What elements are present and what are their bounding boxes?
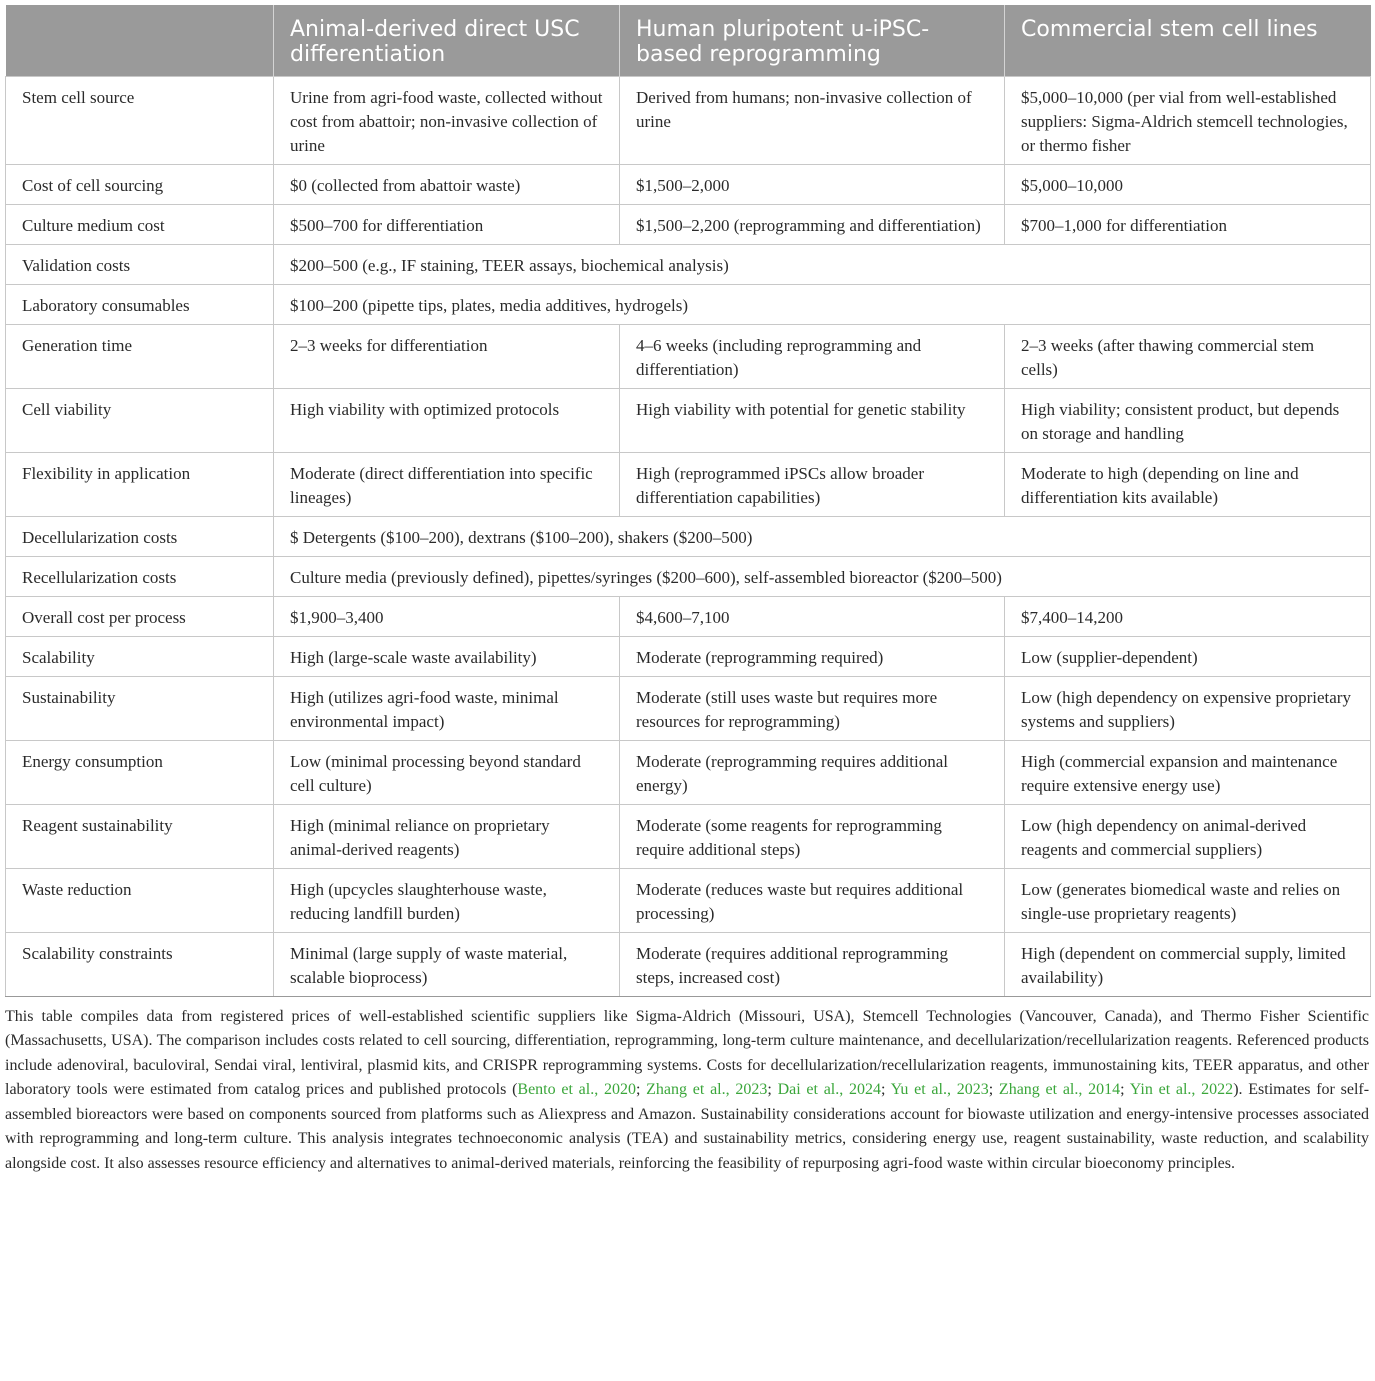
row-label: Validation costs xyxy=(6,244,274,284)
row-label: Recellularization costs xyxy=(6,556,274,596)
table-cell: Moderate (reduces waste but requires additional processing) xyxy=(620,868,1005,932)
row-label: Sustainability xyxy=(6,676,274,740)
table-cell: High (utilizes agri-food waste, minimal environmental impact) xyxy=(274,676,620,740)
table-cell: Moderate (still uses waste but requires more resources for reprogramming) xyxy=(620,676,1005,740)
table-row xyxy=(6,244,1371,284)
table-row xyxy=(6,204,1371,244)
table-cell: Low (generates biomedical waste and relies on single-use proprietary reagents) xyxy=(1005,868,1371,932)
table-cell: Derived from humans; non-invasive collection of urine xyxy=(620,76,1005,164)
table-cell: $500–700 for differentiation xyxy=(274,204,620,244)
table-cell: Moderate (requires additional reprogramming steps, increased cost) xyxy=(620,932,1005,996)
table-cell: $4,600–7,100 xyxy=(620,596,1005,636)
table-cell: 4–6 weeks (including reprogramming and differentiation) xyxy=(620,324,1005,388)
table-page xyxy=(5,5,1370,1192)
table-row xyxy=(6,676,1371,740)
table-row xyxy=(6,596,1371,636)
table-row xyxy=(6,452,1371,516)
table-row xyxy=(6,388,1371,452)
table-row xyxy=(6,76,1371,164)
row-label: Reagent sustainability xyxy=(6,804,274,868)
header-cell-human-ipsc: Human pluripotent u-iPSC-based reprogramming xyxy=(620,5,1005,76)
table-cell: Moderate (some reagents for reprogramming require additional steps) xyxy=(620,804,1005,868)
table-row xyxy=(6,868,1371,932)
table-cell: Moderate to high (depending on line and differentiation kits available) xyxy=(1005,452,1371,516)
table-cell: High viability with potential for genetic stability xyxy=(620,388,1005,452)
table-cell: Low (supplier-dependent) xyxy=(1005,636,1371,676)
row-label: Overall cost per process xyxy=(6,596,274,636)
merged-cell: $200–500 (e.g., IF staining, TEER assays, biochemical analysis) xyxy=(274,244,1371,284)
table-cell: Moderate (reprogramming required) xyxy=(620,636,1005,676)
row-label: Cost of cell sourcing xyxy=(6,164,274,204)
row-label: Culture medium cost xyxy=(6,204,274,244)
header-row xyxy=(6,5,1371,76)
row-label: Waste reduction xyxy=(6,868,274,932)
row-label: Flexibility in application xyxy=(6,452,274,516)
footnote-text-after: ). Estimates for self-assembled bioreactors were based on components sourced from platforms such as Aliexpress and Amazon. Sustainability considerations account for biowaste utilization and energy-intensive processes associated with reprogramming and long-term culture. This analysis integrates technoeconomic analysis (TEA) and sustainability metrics, considering energy use, reagent sustainability, waste reduction, and scalability alongside cost. It also assesses resource efficiency and alternatives to animal-derived materials, reinforcing the feasibility of repurposing agri-food waste within circular bioeconomy principles. xyxy=(5,1081,1370,1172)
reference-separator: ; xyxy=(988,1081,999,1098)
row-label: Scalability constraints xyxy=(6,932,274,996)
table-row xyxy=(6,804,1371,868)
merged-cell: $ Detergents ($100–200), dextrans ($100–200), shakers ($200–500) xyxy=(274,516,1371,556)
reference-separator: ; xyxy=(767,1081,778,1098)
table-row xyxy=(6,932,1371,996)
table-cell: 2–3 weeks for differentiation xyxy=(274,324,620,388)
table-row xyxy=(6,556,1371,596)
reference-link[interactable]: Zhang et al., 2014 xyxy=(998,1081,1121,1098)
table-body xyxy=(6,76,1371,996)
table-cell: $1,500–2,000 xyxy=(620,164,1005,204)
reference-link[interactable]: Yu et al., 2023 xyxy=(890,1081,989,1098)
reference-link[interactable]: Yin et al., 2022 xyxy=(1129,1081,1234,1098)
row-label: Energy consumption xyxy=(6,740,274,804)
table-cell: Moderate (direct differentiation into specific lineages) xyxy=(274,452,620,516)
table-row xyxy=(6,284,1371,324)
reference-separator: ; xyxy=(1120,1081,1130,1098)
table-cell: High viability; consistent product, but depends on storage and handling xyxy=(1005,388,1371,452)
reference-separator: ; xyxy=(881,1081,891,1098)
table-cell: Urine from agri-food waste, collected without cost from abattoir; non-invasive collection of urine xyxy=(274,76,620,164)
row-label: Decellularization costs xyxy=(6,516,274,556)
table-cell: Moderate (reprogramming requires additional energy) xyxy=(620,740,1005,804)
table-cell: Low (high dependency on animal-derived reagents and commercial suppliers) xyxy=(1005,804,1371,868)
table-cell: $7,400–14,200 xyxy=(1005,596,1371,636)
row-label: Stem cell source xyxy=(6,76,274,164)
table-row xyxy=(6,516,1371,556)
table-cell: $5,000–10,000 (per vial from well-established suppliers: Sigma-Aldrich stemcell technologies, or thermo fisher xyxy=(1005,76,1371,164)
row-label: Generation time xyxy=(6,324,274,388)
table-cell: 2–3 weeks (after thawing commercial stem cells) xyxy=(1005,324,1371,388)
row-label: Scalability xyxy=(6,636,274,676)
reference-link[interactable]: Zhang et al., 2023 xyxy=(646,1081,768,1098)
table-cell: High (dependent on commercial supply, limited availability) xyxy=(1005,932,1371,996)
row-label: Laboratory consumables xyxy=(6,284,274,324)
header-cell-empty xyxy=(6,5,274,76)
footnote-text-before: This table compiles data from registered prices of well-established scientific suppliers like Sigma-Aldrich (Missouri, USA), Stemcell Technologies (Vancouver, Canada), and Thermo Fisher Scientific (Massachusetts, USA). The comparison includes costs related to cell sourcing, differentiation, reprogramming, long-term culture maintenance, and decellularization/recellularization reagents. Referenced products include adenoviral, baculoviral, Sendai viral, lentiviral, plasmid kits, and CRISPR reprogramming systems. Costs for decellularization/recellularization reagents, immunostaining kits, TEER apparatus, and other laboratory tools were estimated from catalog prices and published protocols ( xyxy=(5,1007,1369,1098)
table-cell: High viability with optimized protocols xyxy=(274,388,620,452)
table-row xyxy=(6,324,1371,388)
table-row xyxy=(6,164,1371,204)
table-cell: High (upcycles slaughterhouse waste, reducing landfill burden) xyxy=(274,868,620,932)
row-label: Cell viability xyxy=(6,388,274,452)
table-cell: $0 (collected from abattoir waste) xyxy=(274,164,620,204)
table-cell: High (minimal reliance on proprietary animal-derived reagents) xyxy=(274,804,620,868)
table-cell: $1,900–3,400 xyxy=(274,596,620,636)
reference-link[interactable]: Bento et al., 2020 xyxy=(517,1081,636,1098)
table-cell: Low (high dependency on expensive proprietary systems and suppliers) xyxy=(1005,676,1371,740)
table-footnote xyxy=(5,1005,1370,1177)
merged-cell: $100–200 (pipette tips, plates, media additives, hydrogels) xyxy=(274,284,1371,324)
table-cell: High (large-scale waste availability) xyxy=(274,636,620,676)
table-cell: $700–1,000 for differentiation xyxy=(1005,204,1371,244)
merged-cell: Culture media (previously defined), pipettes/syringes ($200–600), self-assembled bioreactor ($200–500) xyxy=(274,556,1371,596)
table-cell: High (commercial expansion and maintenance require extensive energy use) xyxy=(1005,740,1371,804)
footnote-references xyxy=(517,1081,1233,1098)
table-row xyxy=(6,636,1371,676)
table-row xyxy=(6,740,1371,804)
comparison-table xyxy=(5,5,1371,997)
table-cell: Low (minimal processing beyond standard cell culture) xyxy=(274,740,620,804)
table-header xyxy=(6,5,1371,76)
table-cell: Minimal (large supply of waste material, scalable bioprocess) xyxy=(274,932,620,996)
header-cell-commercial: Commercial stem cell lines xyxy=(1005,5,1371,76)
table-cell: $1,500–2,200 (reprogramming and differentiation) xyxy=(620,204,1005,244)
header-cell-animal-derived: Animal-derived direct USC differentiation xyxy=(274,5,620,76)
reference-link[interactable]: Dai et al., 2024 xyxy=(777,1081,881,1098)
table-cell: High (reprogrammed iPSCs allow broader differentiation capabilities) xyxy=(620,452,1005,516)
table-cell: $5,000–10,000 xyxy=(1005,164,1371,204)
reference-separator: ; xyxy=(635,1081,647,1098)
